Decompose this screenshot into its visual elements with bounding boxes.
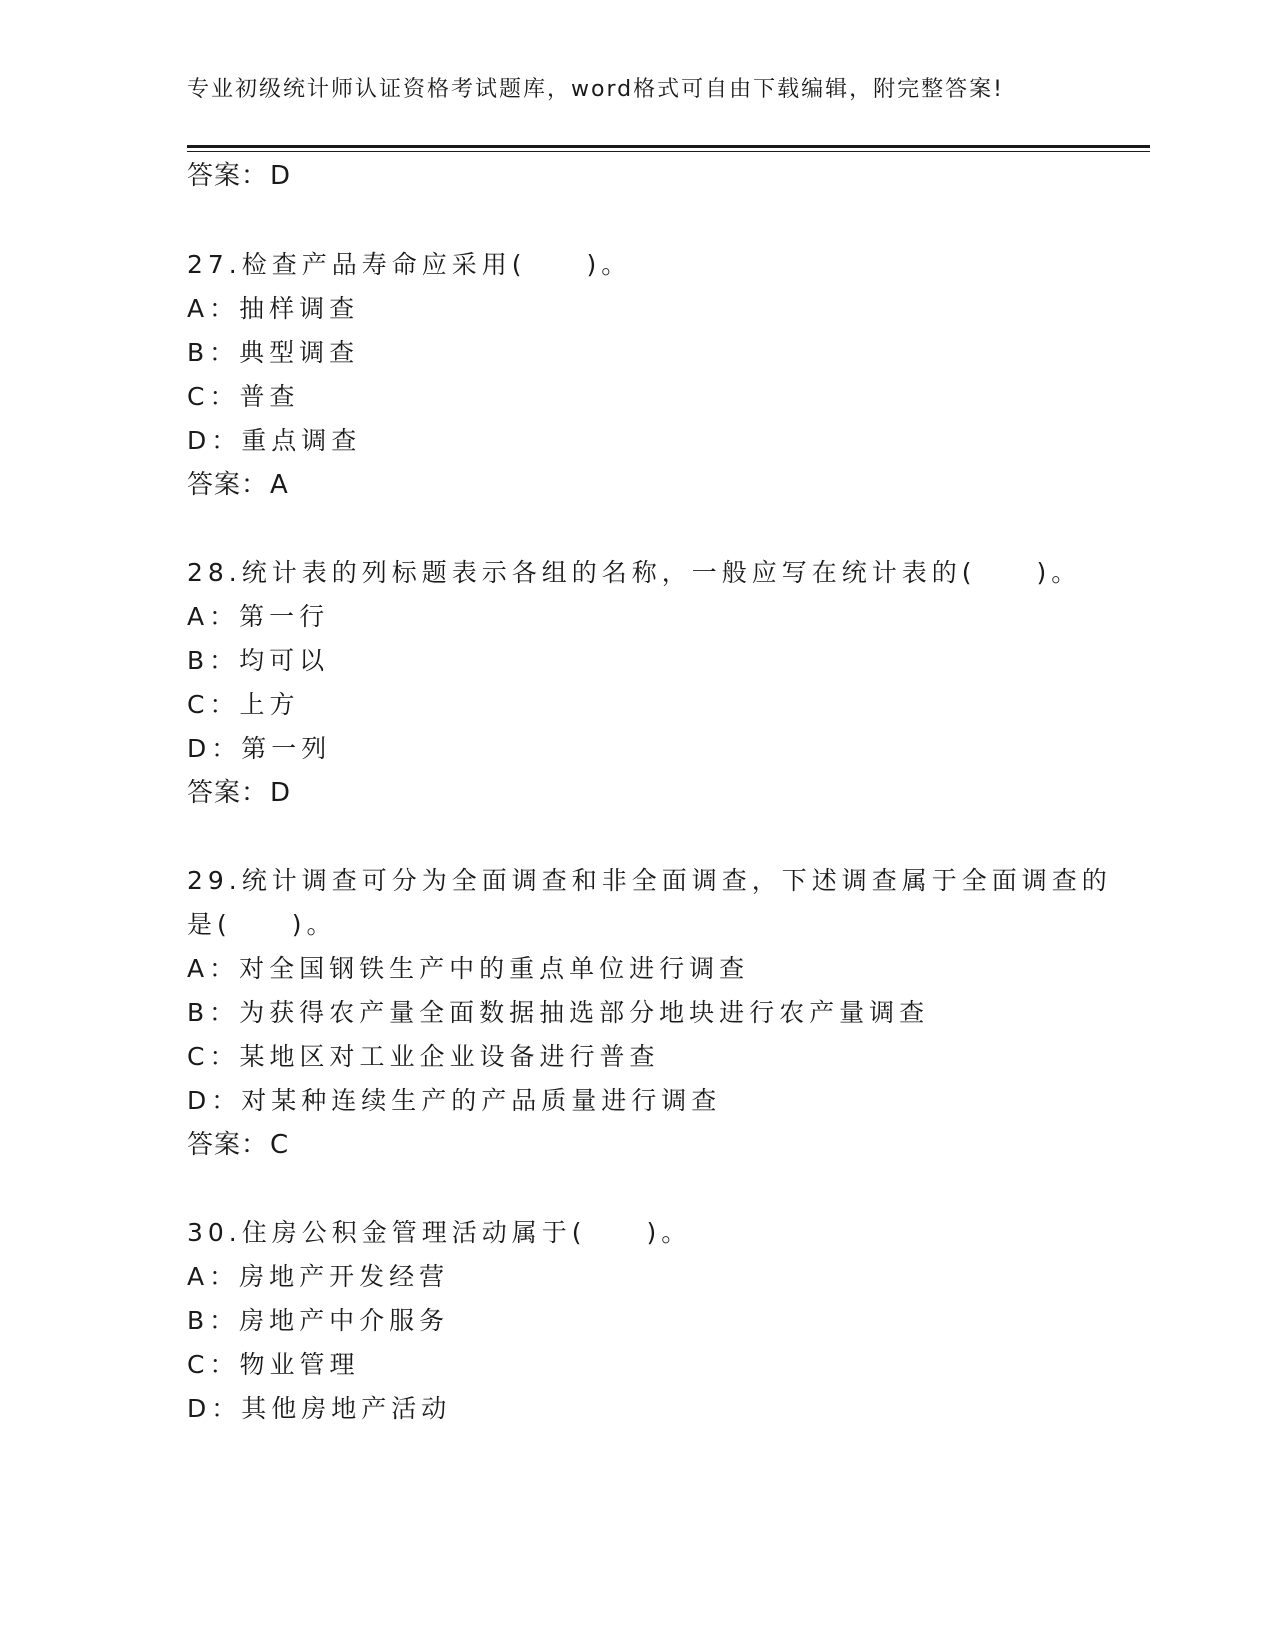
- question-stem: 29.统计调查可分为全面调查和非全面调查，下述调查属于全面调查的: [187, 866, 1112, 895]
- option-a: A：抽样调查: [187, 294, 360, 323]
- answer-label: 答案：: [187, 161, 269, 191]
- option-b: B：典型调查: [187, 338, 360, 367]
- option-c: C：上方: [187, 690, 300, 719]
- option-d: D：其他房地产活动: [187, 1394, 452, 1423]
- question-stem-continued: 是( )。: [187, 910, 337, 939]
- page-header: 专业初级统计师认证资格考试题库，word格式可自由下载编辑，附完整答案!: [187, 77, 1004, 102]
- header-rule-thin: [187, 151, 1150, 152]
- option-d: D：第一列: [187, 734, 332, 763]
- answer-label: 答案：: [187, 1130, 269, 1160]
- answer-value: D: [270, 161, 292, 191]
- answer-line: [187, 158, 291, 194]
- option-a: A：第一行: [187, 602, 330, 631]
- option-c: C：某地区对工业企业设备进行普查: [187, 1042, 660, 1071]
- answer-label: 答案：: [187, 470, 269, 500]
- header-rule: [187, 145, 1150, 148]
- answer-label: 答案：: [187, 778, 269, 808]
- option-b: B：均可以: [187, 646, 330, 675]
- answer-value: C: [270, 1130, 290, 1160]
- option-d: D：对某种连续生产的产品质量进行调查: [187, 1086, 722, 1115]
- answer-line: [187, 1127, 289, 1163]
- option-c: C：普查: [187, 382, 300, 411]
- option-a: A：对全国钢铁生产中的重点单位进行调查: [187, 954, 750, 983]
- answer-line: [187, 467, 289, 503]
- answer-value: A: [270, 470, 289, 500]
- question-stem: 30.住房公积金管理活动属于( )。: [187, 1218, 692, 1247]
- question-stem: 27.检查产品寿命应采用( )。: [187, 250, 632, 279]
- answer-value: D: [270, 778, 292, 808]
- option-c: C：物业管理: [187, 1350, 360, 1379]
- option-b: B：为获得农产量全面数据抽选部分地块进行农产量调查: [187, 998, 930, 1027]
- question-stem: 28.统计表的列标题表示各组的名称，一般应写在统计表的( )。: [187, 558, 1082, 587]
- option-d: D：重点调查: [187, 426, 362, 455]
- answer-line: [187, 775, 291, 811]
- option-b: B：房地产中介服务: [187, 1306, 450, 1335]
- option-a: A：房地产开发经营: [187, 1262, 450, 1291]
